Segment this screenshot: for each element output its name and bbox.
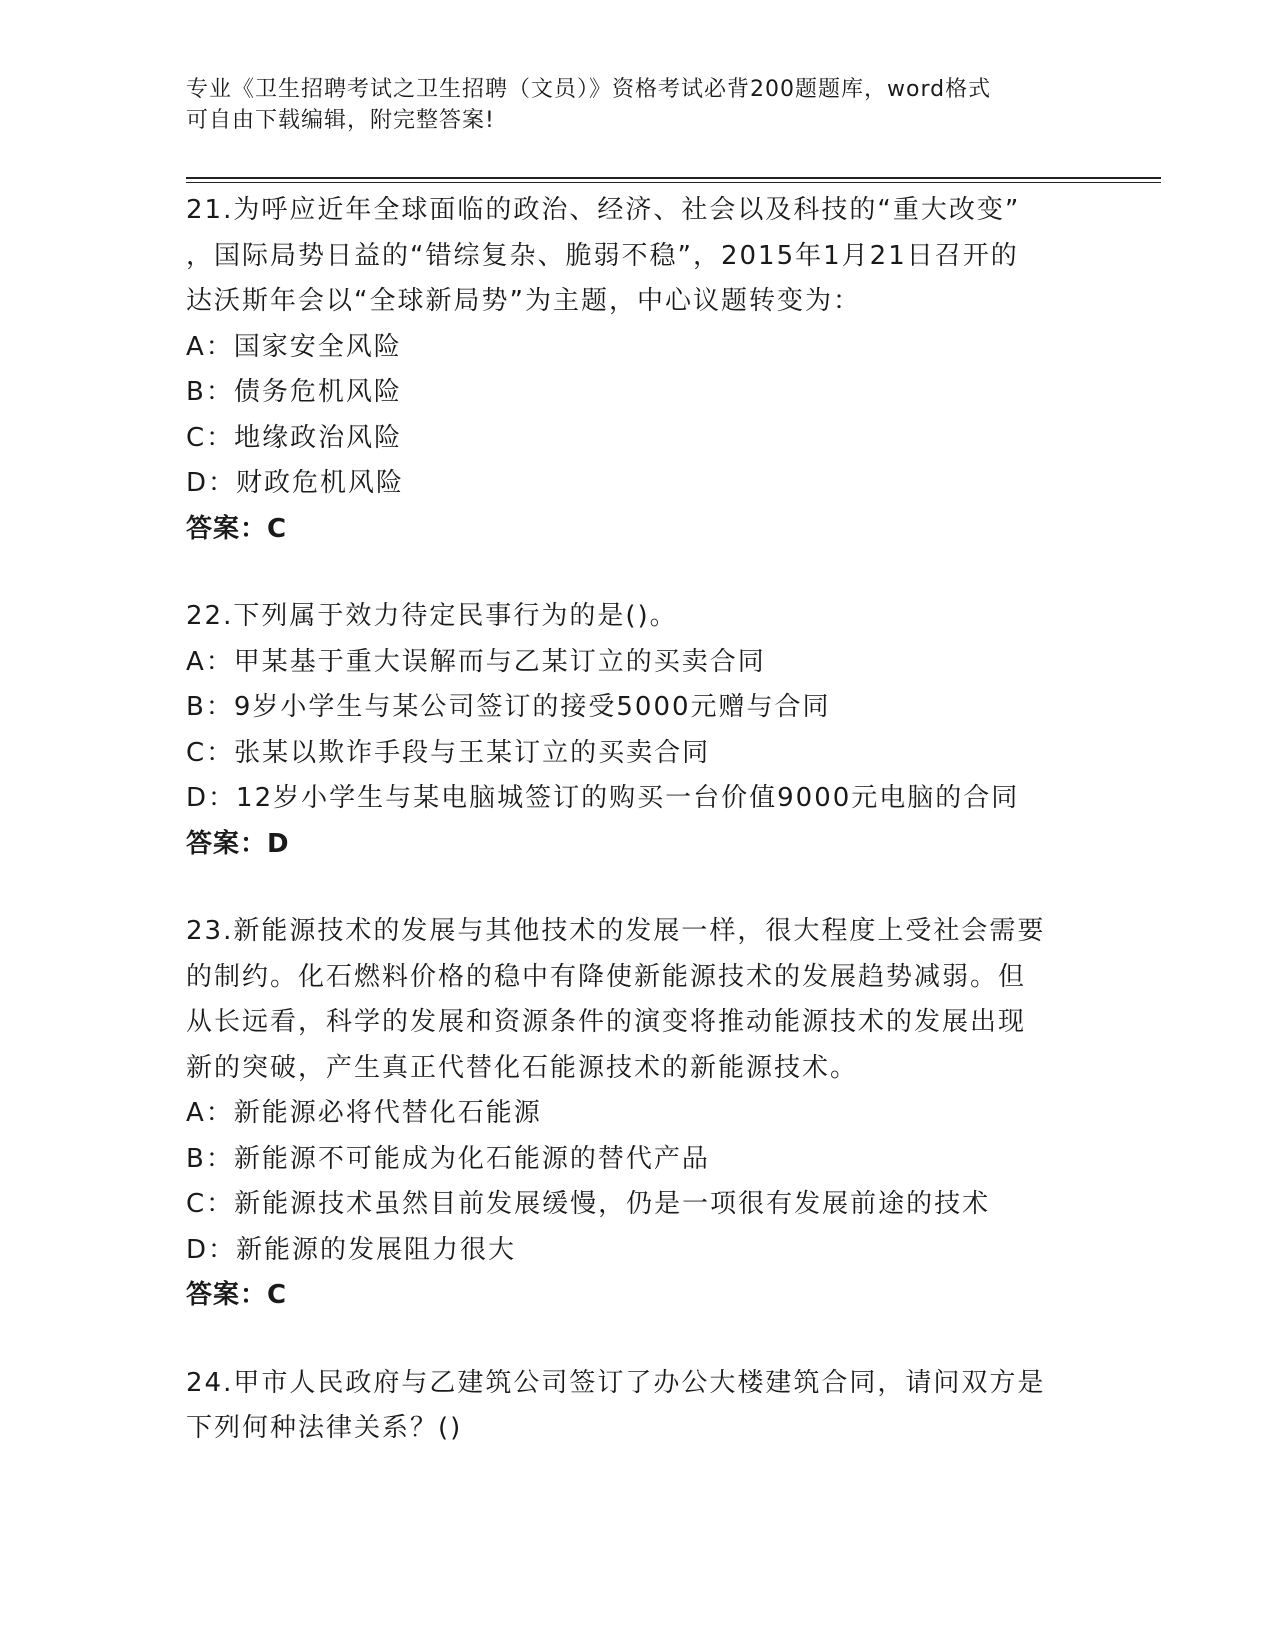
option-b: B：9岁小学生与某公司签订的接受5000元赠与合同 — [186, 692, 831, 722]
question-text-line: 23.新能源技术的发展与其他技术的发展一样，很大程度上受社会需要 — [186, 916, 1046, 946]
option-c: C：张某以欺诈手段与王某订立的买卖合同 — [186, 737, 711, 768]
question-text-line: 24.甲市人民政府与乙建筑公司签订了办公大楼建筑合同，请问双方是 — [186, 1367, 1046, 1398]
question-text-line: 新的突破，产生真正代替化石能源技术的新能源技术。 — [186, 1052, 859, 1083]
question-text-line: 21.为呼应近年全球面临的政治、经济、社会以及科技的“重大改变” — [186, 195, 1021, 225]
question-24 — [186, 1361, 1086, 1452]
option-a: A：新能源必将代替化石能源 — [186, 1098, 542, 1128]
question-23 — [186, 909, 1086, 1319]
question-text-line: 22.下列属于效力待定民事行为的是()。 — [186, 601, 678, 631]
question-22 — [186, 594, 1086, 867]
option-c: C：地缘政治风险 — [186, 422, 403, 453]
option-a: A：国家安全风险 — [186, 331, 402, 362]
option-d: D：12岁小学生与某电脑城签订的购买一台价值9000元电脑的合同 — [186, 783, 1020, 813]
answer: 答案：C — [186, 1280, 288, 1310]
answer: 答案：C — [186, 513, 288, 544]
answer: 答案：D — [186, 828, 290, 859]
question-text-line: 的制约。化石燃料价格的稳中有降使新能源技术的发展趋势减弱。但 — [186, 961, 1027, 992]
question-text-line: 下列何种法律关系？() — [186, 1413, 463, 1443]
header-divider-bottom — [186, 182, 1161, 183]
option-c: C：新能源技术虽然目前发展缓慢，仍是一项很有发展前途的技术 — [186, 1189, 991, 1219]
option-a: A：甲某基于重大误解而与乙某订立的买卖合同 — [186, 646, 766, 677]
header-line-1: 专业《卫生招聘考试之卫生招聘（文员）》资格考试必背200题题库，word格式 — [186, 77, 992, 102]
option-b: B：新能源不可能成为化石能源的替代产品 — [186, 1143, 710, 1174]
option-d: D：新能源的发展阻力很大 — [186, 1234, 517, 1265]
question-list — [186, 188, 1086, 1494]
header-line-2: 可自由下载编辑，附完整答案! — [186, 108, 495, 133]
question-text-line: 从长远看，科学的发展和资源条件的演变将推动能源技术的发展出现 — [186, 1007, 1027, 1037]
document-header — [186, 74, 1086, 136]
option-b: B：债务危机风险 — [186, 377, 402, 407]
header-divider-top — [186, 177, 1161, 179]
question-21 — [186, 188, 1086, 552]
question-text-line: ，国际局势日益的“错综复杂、脆弱不稳”，2015年1月21日召开的 — [186, 240, 1019, 271]
option-d: D：财政危机风险 — [186, 468, 405, 498]
question-text-line: 达沃斯年会以“全球新局势”为主题，中心议题转变为： — [186, 286, 861, 316]
